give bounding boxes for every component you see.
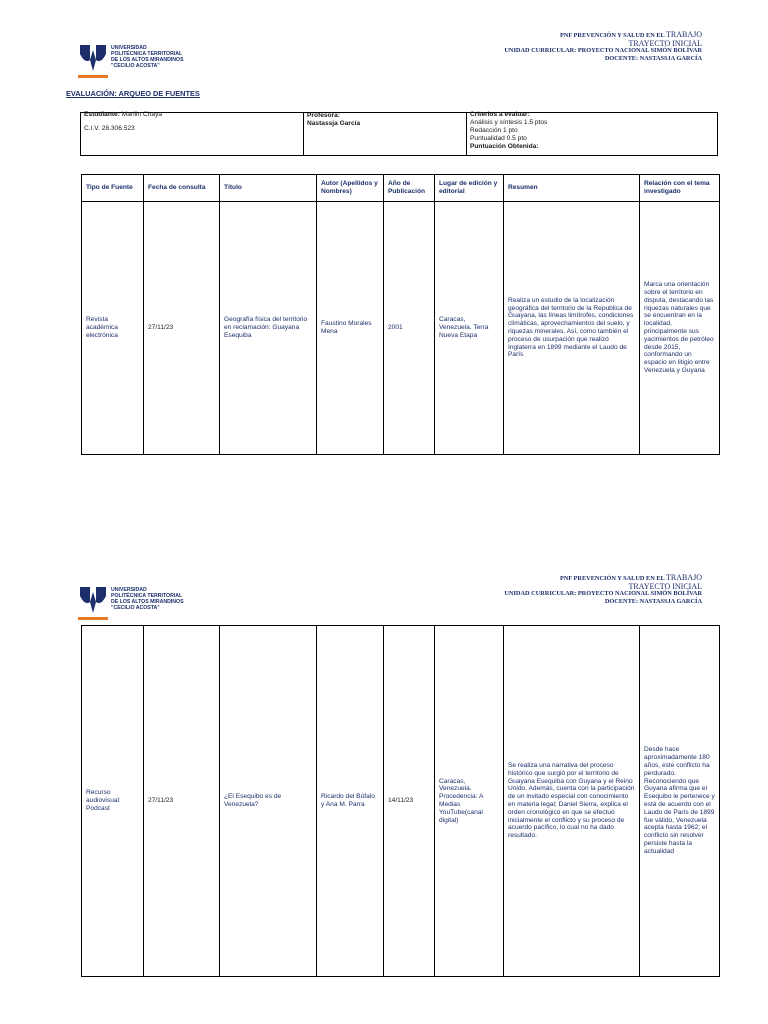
header-lugar: Lugar de edición y editorial [435, 175, 504, 202]
logo-orange-bar [78, 617, 108, 620]
criteria-column: Criterios a evaluar: Análisis y síntesis 1.5 ptos Redacción 1 pto Puntualidad 0.5 pto Puntuación Obtenida: [470, 111, 548, 150]
university-logo [78, 42, 198, 78]
table-header-row [82, 175, 720, 202]
header-fecha: Fecha de consulta [144, 175, 220, 202]
logo-text: UNIVERSIDAD POLITÉCNICA TERRITORIAL DE LOS ALTOS MIRANDINOS "CECILIO ACOSTA" [111, 587, 184, 611]
page-header-2: PNF PREVENCIÓN Y SALUD EN EL TRABAJO TRAYECTO INICIAL UNIDAD CURRICULAR: PROYECTO NACIONAL SIMÓN BOLÍVAR DOCENTE: NASTASSJA GARCÍA [504, 573, 702, 605]
cell-lugar: Caracas, Venezuela. Terra Nueva Etapa [435, 202, 504, 455]
student-info-box [80, 112, 718, 156]
logo-text: UNIVERSIDAD POLITÉCNICA TERRITORIAL DE LOS ALTOS MIRANDINOS "CECILIO ACOSTA" [111, 45, 184, 69]
table-row [82, 202, 720, 455]
header-anio: Año de Publicación [384, 175, 435, 202]
header-autor: Autor (Apellidos y Nombres) [317, 175, 384, 202]
cell-resumen: Se realiza una narrativa del proceso histórico que surgió por el territorio de Guayana Esequiba con Guyana y el Reino Unido. Además, cuenta con la participación de un invitado especial con conocimiento en materia legal; Daniel Sierra, explica el orden cronológico en que se efectuó inicialmente el conflicto y su proceso de acuerdo pacífico, lo cual no ha dado resultado. [504, 626, 640, 977]
cell-autor: Faustino Morales Mena [317, 202, 384, 455]
header-titulo: Título [220, 175, 317, 202]
cell-tipo: Recurso audiovisual: Podcast [82, 626, 144, 977]
table-row [82, 626, 720, 977]
cell-fecha: 27/11/23 [144, 626, 220, 977]
evaluation-title: EVALUACIÓN: ARQUEO DE FUENTES [66, 89, 200, 98]
header-tipo: Tipo de Fuente [82, 175, 144, 202]
sources-table-1 [81, 174, 720, 455]
cell-relacion: Marca una orientación sobre el territorio en disputa, destacando las riquezas naturales que se encuentran en la localidad, principalmente sus yacimientos de petróleo desde 2015, conformando un espacio en litigio entre Venezuela y Guyana [640, 202, 720, 455]
page-header: PNF PREVENCIÓN Y SALUD EN EL TRABAJO TRAYECTO INICIAL UNIDAD CURRICULAR: PROYECTO NACIONAL SIMÓN BOLÍVAR DOCENTE: NASTASSJA GARCÍA [504, 30, 702, 62]
cell-lugar: Caracas, Venezuela. Procedencia: A Medias YouTube(canal digital) [435, 626, 504, 977]
cell-fecha: 27/11/23 [144, 202, 220, 455]
sources-table-2 [81, 625, 720, 977]
professor-column: Profesora: Nastassja García [304, 113, 467, 155]
logo-emblem-icon [78, 584, 108, 614]
cell-tipo: Revista académica electrónica [82, 202, 144, 455]
cell-titulo: ¿El Esequibo es de Venezuela? [220, 626, 317, 977]
cell-anio: 2001 [384, 202, 435, 455]
cell-titulo: Geografía física del territorio en reclamación: Guayana Esequiba [220, 202, 317, 455]
university-logo-page2 [78, 584, 198, 620]
header-relacion: Relación con el tema investigado [640, 175, 720, 202]
cell-relacion: Desde hace aproximadamente 180 años, este conflicto ha perdurado. Reconociendo que Guyana afirma que el Esequibo le pertenece y está de acuerdo con el Laudo de París de 1899 fue válido, Venezuela acepta hasta 1962; el conflicto sin resolver persiste hasta la actualidad [640, 626, 720, 977]
logo-emblem-icon [78, 42, 108, 72]
student-column: Estudiante: Marilin Chaya C.I.V. 28.306.523 [81, 113, 304, 155]
cell-autor: Ricardo del Búfalo y Ana M. Parra [317, 626, 384, 977]
cell-resumen: Realiza un estudio de la localización geográfica del territorio de la Republica de Guayana, las líneas limítrofes, condiciones climáticas, aprovechamientos del suelo, y riquezas minerales. Así, como también el proceso de usurpación que realizó Inglaterra en 1899 mediante el Laudo de París [504, 202, 640, 455]
logo-orange-bar [78, 75, 108, 78]
header-resumen: Resumen [504, 175, 640, 202]
cell-anio: 14/11/23 [384, 626, 435, 977]
